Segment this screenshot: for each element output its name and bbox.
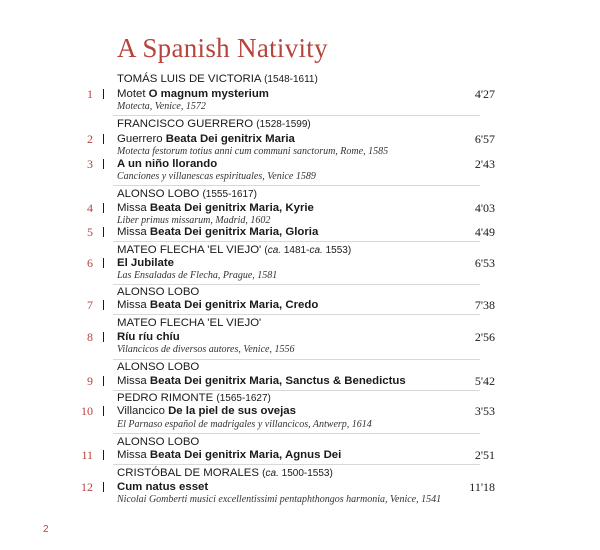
track-title-line — [117, 225, 318, 239]
track-duration: 5'42 — [474, 374, 495, 388]
composer-name: ALONSO LOBO — [117, 286, 200, 298]
track-row — [0, 256, 600, 270]
composer-heading — [117, 72, 318, 87]
track-row — [0, 448, 600, 462]
track-number: 4 — [87, 201, 93, 215]
track-number: 10 — [81, 404, 93, 418]
composer-name: MATEO FLECHA 'EL VIEJO' — [117, 317, 262, 329]
track-title-line — [117, 201, 314, 215]
composer-name: ALONSO LOBO — [117, 188, 200, 200]
track-number: 9 — [87, 374, 93, 388]
track-source: Vilancicos de diversos autores, Venice, 1556 — [117, 344, 295, 355]
track-genre: Guerrero — [117, 133, 166, 145]
track-title: Ríu ríu chíu — [117, 331, 180, 343]
track-number: 8 — [87, 330, 93, 344]
track-title: El Jubilate — [117, 257, 174, 269]
composer-heading — [117, 316, 261, 330]
track-divider — [103, 300, 104, 310]
track-number: 1 — [87, 87, 93, 101]
track-title-line — [117, 330, 180, 344]
track-title: Beata Dei genitrix Maria, Sanctus & Benedictus — [149, 375, 406, 387]
track-genre: Missa — [117, 375, 150, 387]
track-title: Beata Dei genitrix Maria, Kyrie — [149, 202, 314, 214]
separator — [113, 433, 480, 434]
track-genre: Missa — [117, 299, 150, 311]
track-divider — [103, 450, 104, 460]
track-duration: 6'53 — [474, 256, 495, 270]
composer-heading — [117, 285, 199, 299]
track-genre: Villancico — [117, 405, 169, 417]
track-number: 7 — [87, 298, 93, 312]
track-title-line — [117, 374, 406, 388]
track-genre: Missa — [117, 226, 150, 238]
track-number: 11 — [81, 448, 93, 462]
track-number: 3 — [87, 157, 93, 171]
composer-dates: (1555-1617) — [202, 189, 257, 200]
track-divider — [103, 376, 104, 386]
track-row — [0, 374, 600, 388]
track-row — [0, 298, 600, 312]
composer-heading — [117, 435, 199, 449]
track-divider — [103, 134, 104, 144]
track-number: 2 — [87, 132, 93, 146]
track-duration: 3'53 — [474, 404, 495, 418]
composer-name: ALONSO LOBO — [117, 361, 200, 373]
track-title-line — [117, 87, 269, 101]
track-duration: 6'57 — [474, 132, 495, 146]
separator — [113, 115, 480, 116]
page-number: 2 — [43, 524, 49, 535]
track-title-line — [117, 404, 296, 418]
composer-name: MATEO FLECHA 'EL VIEJO' — [117, 244, 262, 256]
track-divider — [103, 406, 104, 416]
track-divider — [103, 482, 104, 492]
composer-dates: (1528-1599) — [256, 119, 311, 130]
track-source: Liber primus missarum, Madrid, 1602 — [117, 215, 271, 226]
track-genre: Missa — [117, 202, 150, 214]
track-row — [0, 87, 600, 101]
track-row — [0, 132, 600, 146]
track-row — [0, 330, 600, 344]
composer-heading — [117, 466, 333, 481]
composer-name: CRISTÓBAL DE MORALES — [117, 467, 259, 479]
track-divider — [103, 227, 104, 237]
track-row — [0, 480, 600, 494]
track-title-line — [117, 298, 318, 312]
track-number: 6 — [87, 256, 93, 270]
composer-name: TOMÁS LUIS DE VICTORIA — [117, 73, 261, 85]
composer-name: FRANCISCO GUERRERO — [117, 118, 254, 130]
track-duration: 4'49 — [474, 225, 495, 239]
track-genre: Missa — [117, 449, 150, 461]
track-title: Cum natus esset — [117, 481, 209, 493]
track-row — [0, 404, 600, 418]
track-divider — [103, 159, 104, 169]
track-duration: 7'38 — [474, 298, 495, 312]
composer-dates: (ca. 1481-ca. 1553) — [264, 245, 352, 256]
track-divider — [103, 203, 104, 213]
composer-dates: (ca. 1500-1553) — [262, 468, 333, 479]
composer-dates: (1548-1611) — [264, 74, 318, 85]
track-duration: 2'51 — [474, 448, 495, 462]
composer-name: PEDRO RIMONTE — [117, 392, 214, 404]
track-title-line — [117, 480, 208, 494]
track-title: De la piel de sus ovejas — [168, 405, 296, 417]
track-title: Beata Dei genitrix Maria, Credo — [149, 299, 319, 311]
track-title: Beata Dei genitrix Maria, Agnus Dei — [149, 449, 342, 461]
track-title-line — [117, 256, 174, 270]
track-divider — [103, 258, 104, 268]
track-genre: Motet — [117, 88, 149, 100]
track-title: O magnum mysterium — [148, 88, 269, 100]
track-duration: 2'43 — [474, 157, 495, 171]
track-duration: 11'18 — [469, 480, 495, 494]
track-row — [0, 201, 600, 215]
composer-heading — [117, 117, 311, 132]
track-source: Motecta, Venice, 1572 — [117, 101, 206, 112]
page-title: A Spanish Nativity — [117, 33, 328, 63]
composer-dates: (1565-1627) — [216, 393, 271, 404]
track-title: Beata Dei genitrix Maria — [165, 133, 295, 145]
track-duration: 4'03 — [474, 201, 495, 215]
track-title-line — [117, 132, 295, 146]
separator — [113, 464, 480, 465]
track-number: 5 — [87, 225, 93, 239]
track-title-line — [117, 448, 341, 462]
track-duration: 4'27 — [474, 87, 495, 101]
track-source: Canciones y villanescas espirituales, Venice 1589 — [117, 171, 316, 182]
track-title: A un niño llorando — [117, 158, 218, 170]
separator — [113, 241, 480, 242]
track-title-line — [117, 157, 217, 171]
separator — [113, 185, 480, 186]
track-row — [0, 225, 600, 239]
track-duration: 2'56 — [474, 330, 495, 344]
composer-name: ALONSO LOBO — [117, 436, 200, 448]
track-divider — [103, 332, 104, 342]
track-source: Nicolai Gomberti musici excellentissimi pentaphthongos harmonia, Venice, 1541 — [117, 494, 442, 505]
separator — [113, 314, 480, 315]
track-source: Motecta festorum totius anni cum communi sanctorum, Rome, 1585 — [117, 146, 389, 157]
track-title: Beata Dei genitrix Maria, Gloria — [149, 226, 319, 238]
composer-heading — [117, 360, 199, 374]
composer-heading — [117, 187, 257, 202]
track-row — [0, 157, 600, 171]
track-source: El Parnaso español de madrigales y villancicos, Antwerp, 1614 — [117, 419, 372, 430]
track-divider — [103, 89, 104, 99]
track-number: 12 — [81, 480, 93, 494]
track-source: Las Ensaladas de Flecha, Prague, 1581 — [117, 270, 278, 281]
